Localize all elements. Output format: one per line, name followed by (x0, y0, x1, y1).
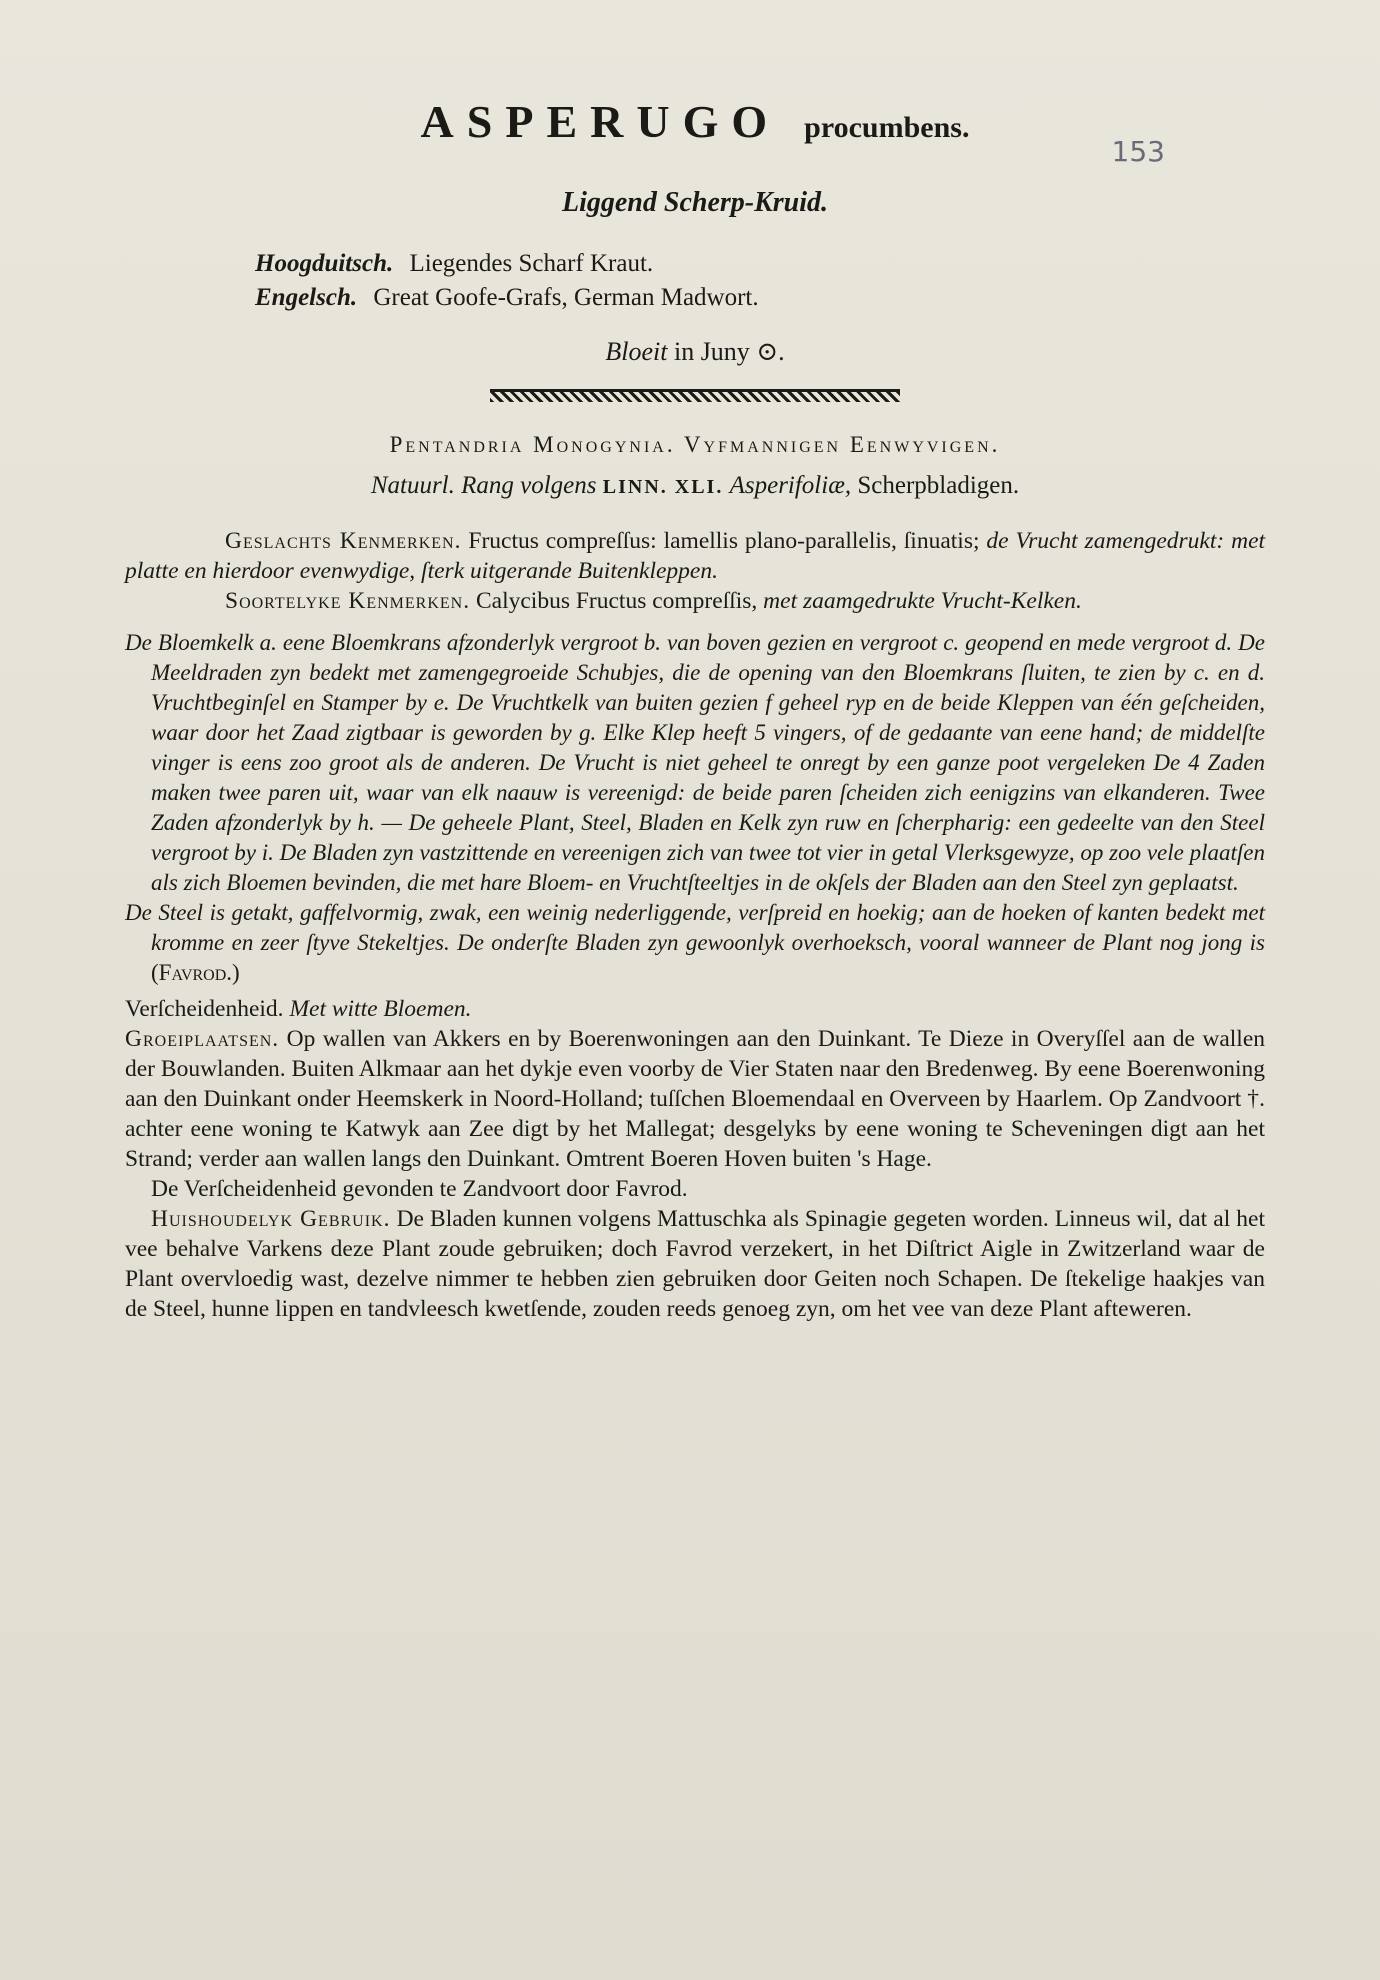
uses-text: De Bladen kunnen volgens Mattuschka als Spinagie gegeten worden. Linneus wil, dat al het vee behalve Varkens deze Plant zoude gebruiken; doch Favrod verzekert, in het Diſtrict Aigle in Zwitzerland waar de Plant overvloedig wast, dezelve nimmer te hebben zien gebruiken door Geiten noch Schapen. De ſtekelige haakjes van de Steel, hunne lippen en tandvleesch kwetſende, zouden reeds genoeg zyn, om het vee van deze Plant afteweren. (125, 1206, 1265, 1322)
vernacular-german (255, 247, 1265, 281)
ornamental-rule (490, 389, 900, 402)
title-species: procumbens. (804, 111, 970, 144)
page-content (125, 95, 1265, 1324)
favrod-reference: (Favrod.) (151, 960, 240, 985)
variety-label: Verſcheidenheid. (125, 996, 284, 1022)
page-number: 153 (1111, 135, 1165, 168)
family-dutch: Scherpbladigen. (857, 472, 1020, 499)
description-stem-text: De Steel is getakt, gaffelvormig, zwak, een weinig nederliggende, verſpreid en hoekig; aan de hoeken of kanten bedekt met kromme en zeer ſtyve Stekeltjes. De onderſte Bladen zyn gewoonlyk overhoeksch, vooral wanneer de Plant nog jong is (125, 900, 1265, 955)
variety-line (125, 994, 1265, 1024)
species-chars-dutch: met zaamgedrukte Vrucht-Kelken. (763, 588, 1082, 614)
habitat-label: Groeiplaatsen. (125, 1026, 280, 1052)
description-paragraph-stem (125, 898, 1265, 988)
bloom-label: Bloeit (605, 337, 668, 366)
species-chars-label: Soortelyke Kenmerken. (225, 588, 471, 614)
vernacular-name: Liegendes Scharf Kraut. (409, 250, 654, 277)
details-block (125, 994, 1265, 1324)
bloom-time (125, 337, 1265, 367)
species-chars-latin: Calycibus Fructus compreſſis, (475, 588, 758, 614)
family-latin: Asperifoliæ, (729, 472, 852, 499)
genus-chars-label: Geslachts Kenmerken. (225, 528, 462, 554)
natural-order (125, 472, 1265, 500)
title-genus: ASPERUGO (420, 96, 781, 147)
lang-label: Hoogduitsch. (255, 250, 394, 277)
natural-order-linn: LINN. XLI. (602, 476, 724, 498)
variety-text: Met witte Bloemen. (289, 996, 472, 1022)
uses-label: Huishoudelyk Gebruik. (151, 1206, 391, 1232)
natural-order-label: Natuurl. Rang volgens (370, 472, 597, 499)
dutch-name: Liggend Scherp-Kruid. (561, 187, 829, 218)
vernacular-english (255, 281, 1265, 315)
uses-paragraph (125, 1204, 1265, 1324)
vernacular-name: Great Goofe-Grafs, German Madwort. (373, 284, 759, 311)
bloom-text: in Juny ⊙. (673, 337, 785, 366)
vernacular-names (255, 247, 1265, 315)
habitat-paragraph (125, 1024, 1265, 1174)
classification: Pentandria Monogynia. Vyfmannigen Eenwyvigen. (389, 432, 1001, 457)
variety-found-line: De Verſcheidenheid gevonden te Zandvoort door Favrod. (151, 1176, 688, 1202)
species-characters (125, 586, 1265, 616)
description-paragraph: De Bloemkelk a. eene Bloemkrans afzonderlyk vergroot b. van boven gezien en vergroot c. geopend en mede vergroot d. De Meeldraden zyn bedekt met zamengegroeide Schubjes, die de opening van den Bloemkrans ſluiten, te zien by c. en d. Vruchtbeginſel en Stamper by e. De Vruchtkelk van buiten gezien f geheel ryp en de beide Kleppen van één geſcheiden, waar door het Zaad zigtbaar is geworden by g. Elke Klep heeft 5 vingers, of de gedaante van eene hand; de middelſte vinger is eens zoo groot als de anderen. De Vrucht is niet geheel te onregt by een ganze poot vergeleken De 4 Zaden maken twee paren uit, waar van elk naauw is vereenigd: de beide paren ſcheiden zich eenigzins van elkanderen. Twee Zaden afzonderlyk by h. — De geheele Plant, Steel, Bladen en Kelk zyn ruw en ſcherpharig: een gedeelte van den Steel vergroot by i. De Bladen zyn vastzittende en vereenigen zich van twee tot vier in getal Vlerksgewyze, op zoo vele plaatſen als zich Bloemen bevinden, die met hare Bloem- en Vruchtſteeltjes in de okſels der Bladen aan den Steel zyn geplaatst. (125, 630, 1265, 895)
genus-chars-latin: Fructus compreſſus: lamellis plano-parallelis, ſinuatis; (468, 528, 980, 554)
plant-description (125, 628, 1265, 988)
genus-chars-dutch: de Vrucht zamengedrukt: met platte en hierdoor evenwydige, ſterk uitgerande Buitenkleppen. (125, 528, 1266, 584)
habitat-text: Op wallen van Akkers en by Boerenwoningen aan den Duinkant. Te Dieze in Overyſſel aan de wallen der Bouwlanden. Buiten Alkmaar aan het dykje even voorby de Vier Staten naar den Bredenweg. By eene Boerenwoning aan den Duinkant onder Heemskerk in Noord-Holland; tuſſchen Bloemendaal en Overveen by Haarlem. Op Zandvoort †. achter eene woning te Katwyk aan Zee digt by het Mallegat; desgelyks by eene woning te Scheveningen digt aan het Strand; verder aan wallen langs den Duinkant. Omtrent Boeren Hoven buiten 's Hage. (125, 1026, 1265, 1172)
lang-label: Engelsch. (255, 284, 358, 311)
title-row (125, 95, 1265, 168)
genus-characters (125, 526, 1265, 586)
